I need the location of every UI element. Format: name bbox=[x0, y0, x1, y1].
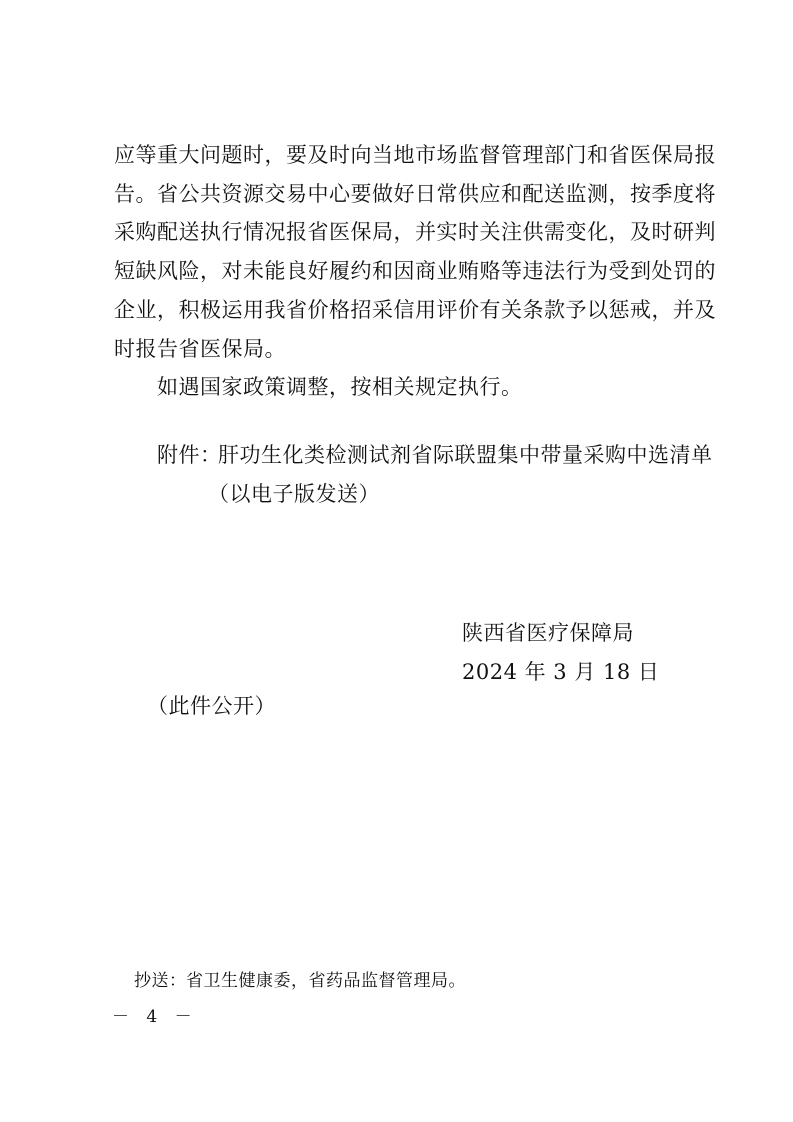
body-paragraph-line-1: 应等重大问题时，要及时向当地市场监督管理部门和省医保局报 bbox=[114, 143, 716, 167]
disclosure-note: （此件公开） bbox=[147, 694, 276, 718]
body-paragraph-line-2: 告。省公共资源交易中心要做好日常供应和配送监测，按季度将 bbox=[114, 182, 716, 206]
body-paragraph-line-6: 时报告省医保局。 bbox=[114, 337, 286, 361]
attachment-label: 附件： bbox=[157, 443, 222, 467]
issue-date: 2024 年 3 月 18 日 bbox=[462, 660, 660, 684]
attachment-note: （以电子版发送） bbox=[208, 482, 380, 506]
body-paragraph-line-3: 采购配送执行情况报省医保局，并实时关注供需变化，及时研判 bbox=[114, 220, 716, 244]
cc-recipients: 省卫生健康委，省药品监督管理局。 bbox=[186, 971, 466, 991]
policy-adjustment-line: 如遇国家政策调整，按相关规定执行。 bbox=[157, 375, 523, 399]
body-paragraph-line-5: 企业，积极运用我省价格招采信用评价有关条款予以惩戒，并及 bbox=[114, 298, 716, 322]
body-paragraph-line-4: 短缺风险，对未能良好履约和因商业贿赂等违法行为受到处罚的 bbox=[114, 259, 716, 283]
issuing-organization: 陕西省医疗保障局 bbox=[462, 621, 634, 645]
page-number: － 4 － bbox=[112, 1007, 198, 1027]
attachment-title: 肝功生化类检测试剂省际联盟集中带量采购中选清单 bbox=[218, 443, 713, 467]
cc-label: 抄送： bbox=[134, 971, 187, 991]
